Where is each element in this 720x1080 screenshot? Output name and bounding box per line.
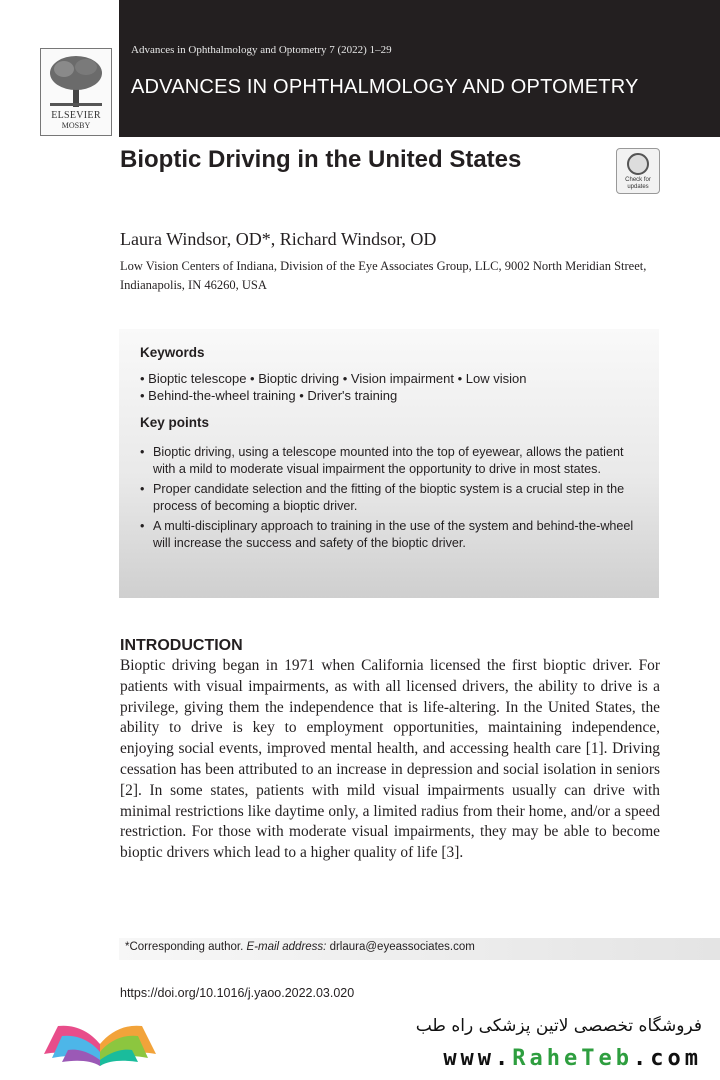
keypoint-item: • A multi-disciplinary approach to training in the use of the system and behind-the-wheel will increase the success and safety of the bioptic driver. [140, 518, 645, 552]
watermark-url [443, 1046, 702, 1071]
logo-text-mosby: MOSBY [61, 121, 91, 130]
check-for-updates-badge[interactable] [616, 148, 660, 194]
keypoint-item: • Proper candidate selection and the fitting of the bioptic system is a crucial step in the process of becoming a bioptic driver. [140, 481, 645, 515]
logo-text-elsevier: ELSEVIER [51, 110, 101, 121]
journal-citation: Advances in Ophthalmology and Optometry 7 (2022) 1–29 [131, 44, 392, 56]
keypoints-list [140, 444, 645, 555]
watermark-url-suffix: .com [633, 1046, 702, 1071]
check-updates-label: Check for updates [625, 177, 651, 190]
keywords-box [119, 329, 659, 598]
check-updates-icon [627, 153, 649, 175]
elsevier-logo [40, 48, 112, 136]
email-label: E-mail address: [246, 941, 327, 953]
article-title: Bioptic Driving in the United States [120, 146, 522, 173]
keywords-line-2: • Behind-the-wheel training • Driver's training [140, 388, 398, 403]
journal-name: ADVANCES IN OPHTHALMOLOGY AND OPTOMETRY [131, 76, 639, 98]
introduction-body: Bioptic driving began in 1971 when California licensed the first bioptic driver. For patients with visual impairments, as with all licensed drivers, the ability to drive is a privilege, giving them the independence that is life-altering. In the United States, the ability to drive is key to employment opportunities, maintaining independence, enjoying social events, improved mental health, and accessing health care [1]. Driving cessation has been attributed to an increase in depression and social isolation in seniors [2]. In some states, patients with mild visual impairments usually can drive with minimal restrictions like daytime only, a limited radius from their home, and/or a speed restriction. For those with moderate visual impairments, they may be able to become bioptic drivers which lead to a higher quality of life [3]. [120, 657, 660, 862]
keypoints-heading: Key points [140, 415, 210, 430]
keywords-heading: Keywords [140, 345, 205, 360]
introduction-heading: INTRODUCTION [120, 637, 243, 654]
doi-link[interactable]: https://doi.org/10.1016/j.yaoo.2022.03.020 [120, 986, 355, 1000]
open-book-icon [40, 1016, 160, 1072]
email-link[interactable]: drlaura@eyeassociates.com [329, 941, 475, 953]
keywords-line-1: • Bioptic telescope • Bioptic driving • Vision impairment • Low vision [140, 371, 527, 386]
watermark-url-prefix: www. [443, 1046, 513, 1071]
article-authors: Laura Windsor, OD*, Richard Windsor, OD [120, 229, 437, 249]
watermark-url-brand: RaheTeb [512, 1046, 634, 1071]
tree-icon [46, 53, 106, 109]
article-affiliation: Low Vision Centers of Indiana, Division of the Eye Associates Group, LLC, 9002 North Meridian Street, Indianapolis, IN 46260, USA [120, 259, 647, 292]
watermark-persian-text: فروشگاه تخصصی لاتین پزشکی راه طب [415, 1016, 702, 1036]
footnote-text [125, 941, 475, 953]
journal-banner [119, 0, 720, 137]
keypoint-item: • Bioptic driving, using a telescope mounted into the top of eyewear, allows the patient with a mild to moderate visual impairment the opportunity to drive in most states. [140, 444, 645, 478]
footnote-prefix: *Corresponding author. [125, 941, 244, 953]
corresponding-author-footnote [119, 938, 720, 960]
